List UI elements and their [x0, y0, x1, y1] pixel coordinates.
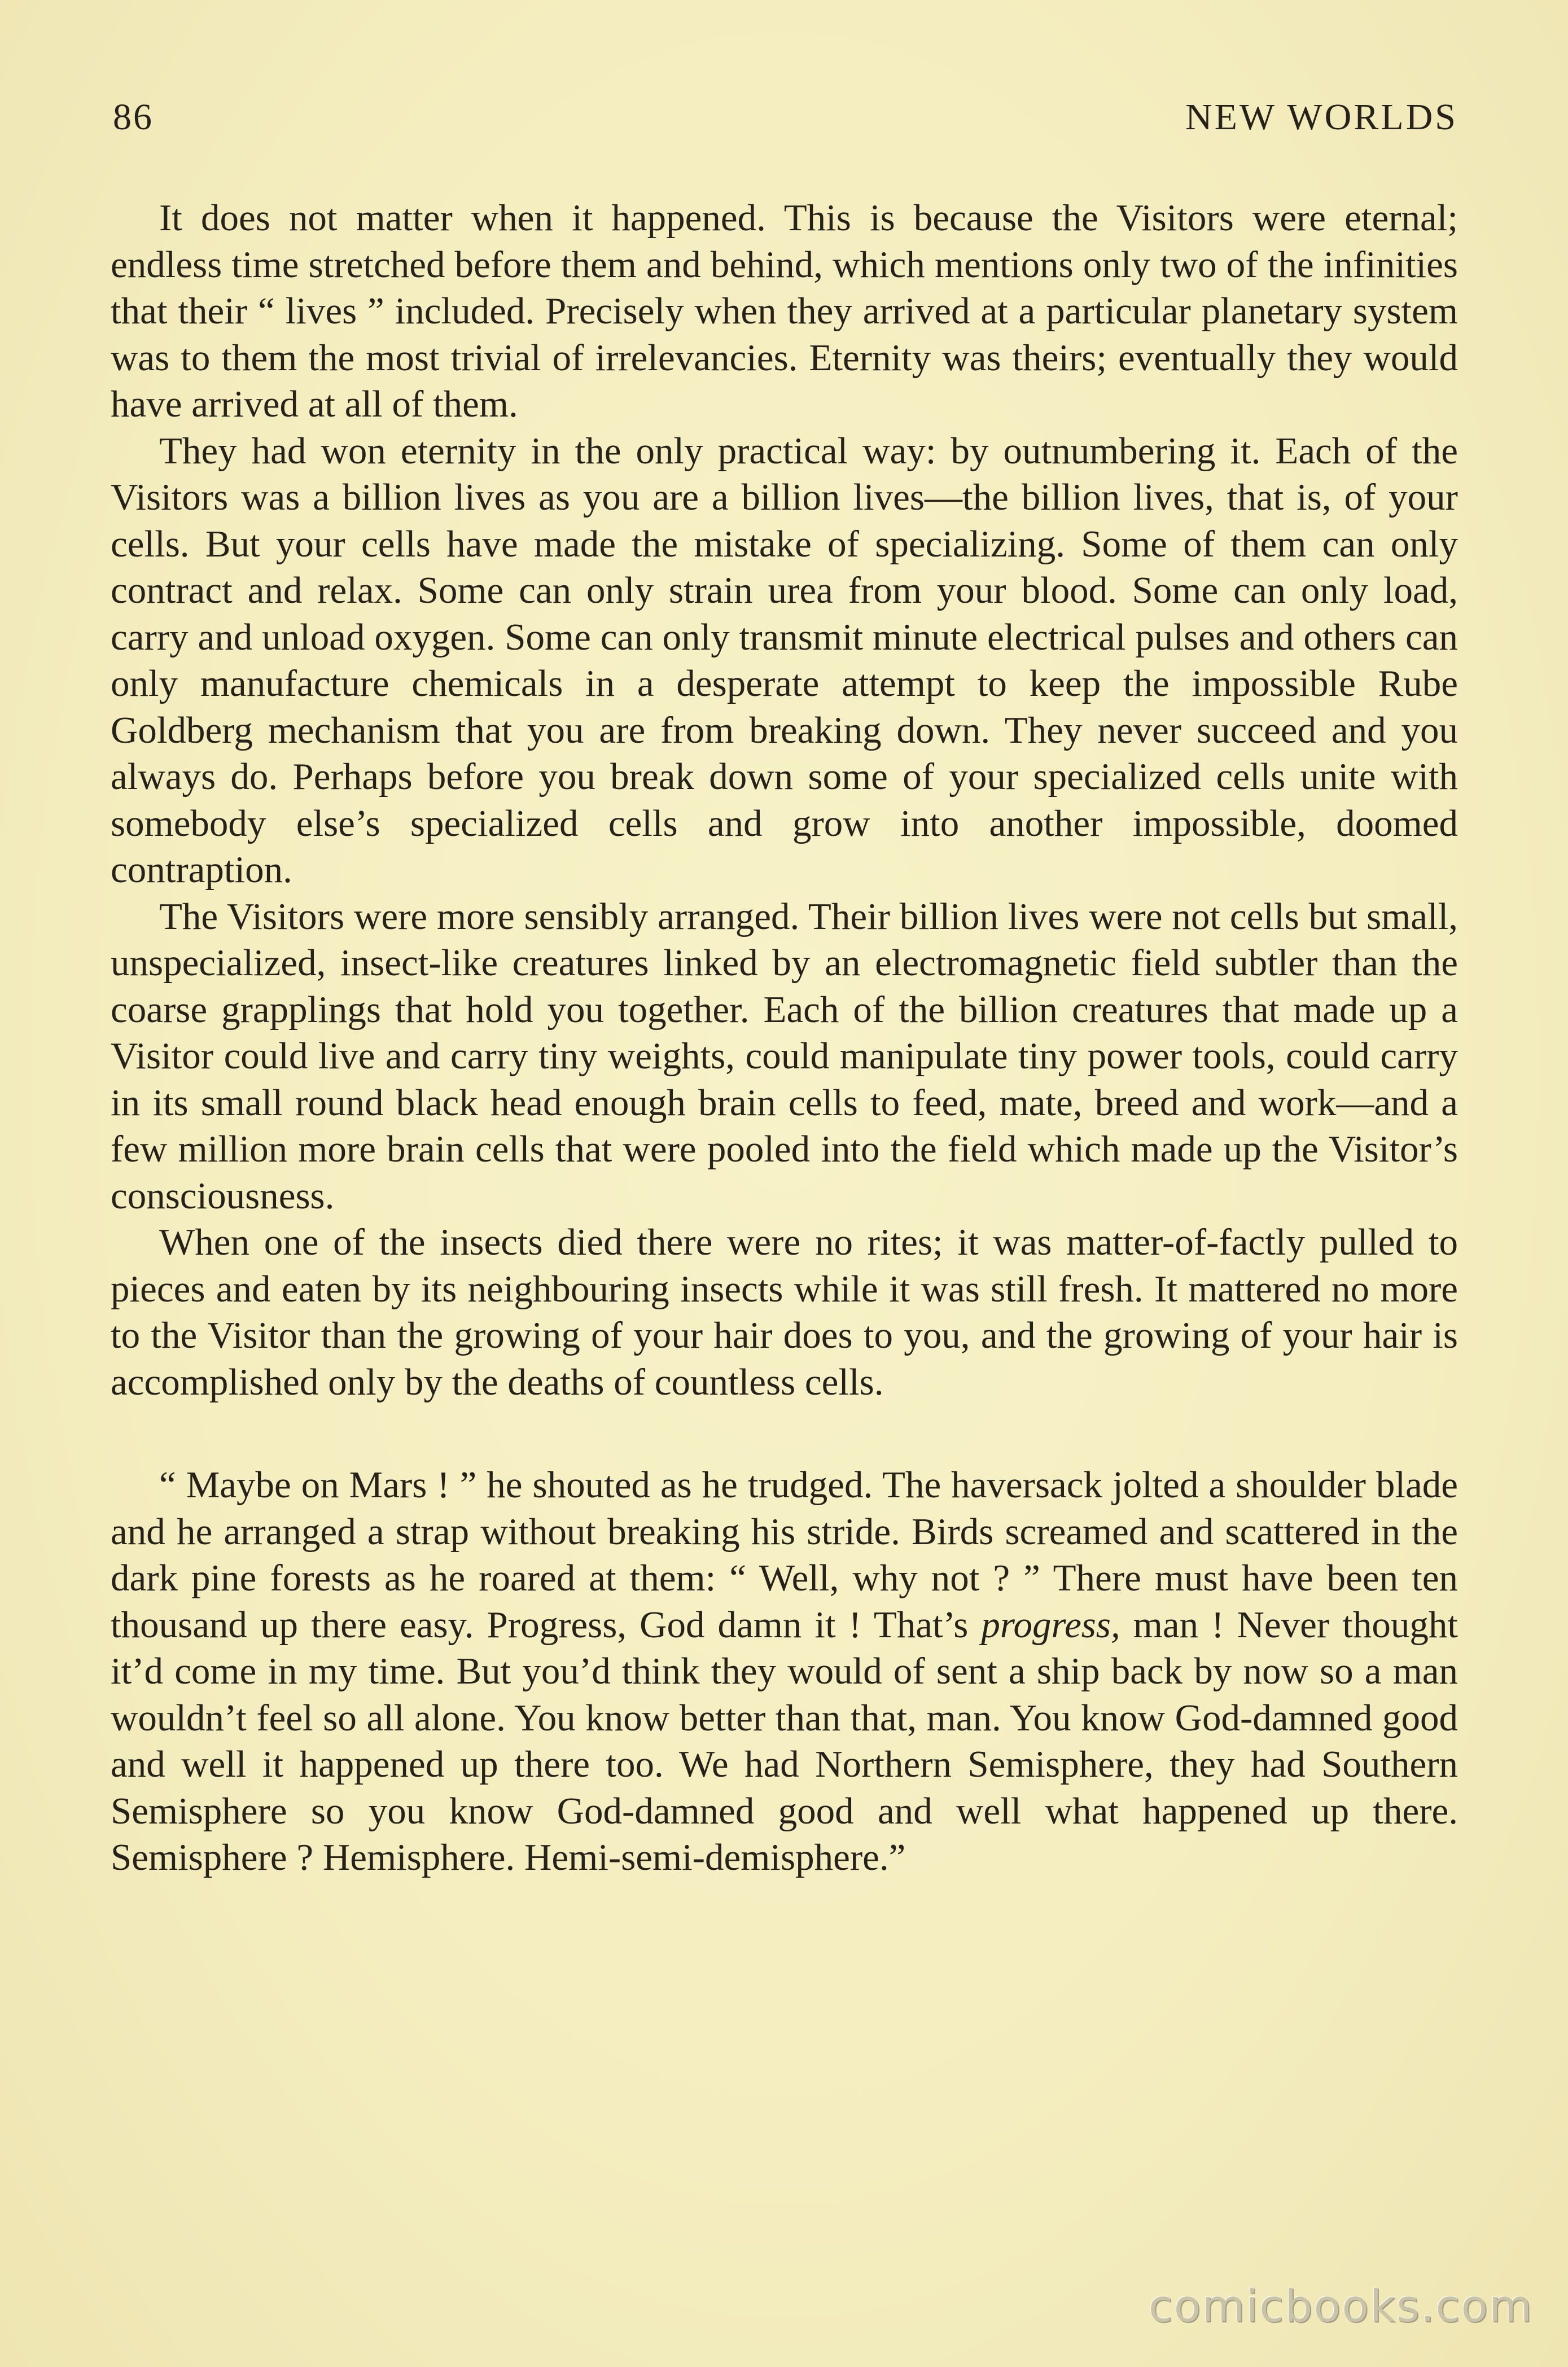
watermark: comicbooks.com	[1148, 2281, 1533, 2332]
running-title: NEW WORLDS	[1185, 97, 1458, 138]
page-number: 86	[113, 97, 154, 138]
body-text	[111, 195, 1458, 1881]
paragraph	[111, 1462, 1458, 1881]
text-run: man ! Never thought it’d come in my time. But you’d think they would of sent a ship back by now so a man wouldn’t feel so all alone. You know better than that, man. You know God-damned good and well it happened up there too. We had Northern Semisphere, they had Southern Semisphere so you know God-damned good and well what happened up there. Semisphere ? Hemisphere. Hemi-semi-demisphere.”	[111, 1603, 1458, 1878]
paragraph: The Visitors were more sensibly arranged. Their billion lives were not cells but small, unspecialized, insect-like creatures linked by an electromagnetic field subtler than the coarse grapplings that hold you together. Each of the billion creatures that made up a Visitor could live and carry tiny weights, could manipulate tiny power tools, could carry in its small round black head enough brain cells to feed, mate, breed and work—and a few million more brain cells that were pooled into the field which made up the Visitor’s consciousness.	[111, 895, 1458, 1217]
text-run: “ Maybe on Mars ! ” he shouted as he trudged. The haversack jolted a shoulder blade and he arranged a strap without breaking his stride. Birds screamed and scattered in the dark pine forests as he roared at them: “ Well, why not ? ” There must have been ten thousand up there easy. Progress, God damn it ! That’s	[111, 1464, 1458, 1646]
paragraph: They had won eternity in the only practical way: by outnumbering it. Each of the Visitors was a billion lives as you are a billion lives—the billion lives, that is, of your cells. But your cells have made the mistake of specializing. Some of them can only contract and relax. Some can only strain urea from your blood. Some can only load, carry and unload oxygen. Some can only transmit minute electrical pulses and others can only manufacture chemicals in a desperate attempt to keep the impossible Rube Goldberg mechanism that you are from breaking down. They never succeed and you always do. Perhaps before you break down some of your specialized cells unite with somebody else’s specialized cells and grow into another impossible, doomed contraption.	[111, 429, 1458, 891]
section-break	[111, 1405, 1458, 1462]
paragraph: When one of the insects died there were no rites; it was matter-of-factly pulled to pieces and eaten by its neighbouring insects while it was still fresh. It mattered no more to the Visitor than the growing of your hair does to you, and the growing of your hair is accomplished only by the deaths of countless cells.	[111, 1221, 1458, 1403]
paragraph: It does not matter when it happened. This is because the Visitors were eternal; endless time stretched before them and behind, which mentions only two of the infinities that their “ lives ” included. Precisely when they arrived at a particular planetary system was to them the most trivial of irrelevancies. Eternity was theirs; eventually they would have arrived at all of them.	[111, 197, 1458, 425]
italic-word: progress,	[981, 1603, 1120, 1646]
page-header	[113, 96, 1458, 152]
